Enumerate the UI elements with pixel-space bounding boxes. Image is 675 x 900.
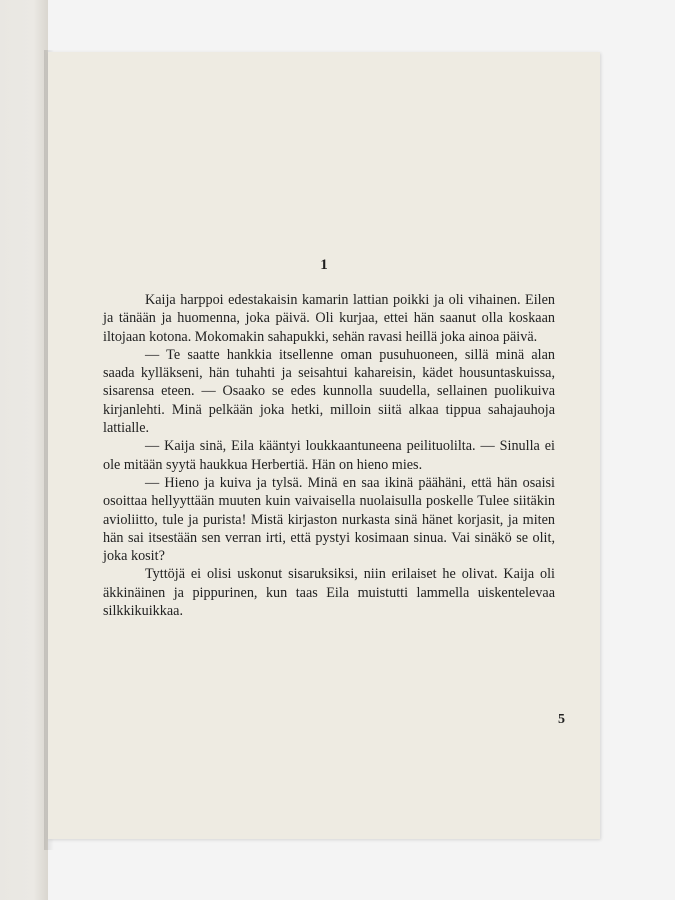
paragraph-2: — Te saatte hankkia itsellenne oman pusuhuoneen, sillä minä alan saada kylläkseni, hän tuhahti ja seisahtui kahareisin, kädet housuntaskuissa, sisarensa eteen. — Osaako se edes kunnolla suudella, sellainen puolikuiva kirjanlehti. Minä pelkään joka hetki, milloin siitä alkaa tippua sahajauhoja lattialle. bbox=[103, 346, 555, 437]
body-text bbox=[103, 291, 555, 620]
paragraph-4: — Hieno ja kuiva ja tylsä. Minä en saa ikinä päähäni, että hän osaisi osoittaa hellyyttään muuten kuin vaivaisella nuolaisulla poskelle Tulee siitäkin avioliitto, tule ja purista! Mistä kirjaston nurkasta sinä hänet korjasit, ja miten hän sai itsestään sen verran irti, että pystyi kosimaan sinua. Vai sinäkö se olit, joka kosit? bbox=[103, 474, 555, 565]
paragraph-3: — Kaija sinä, Eila kääntyi loukkaantuneena peilituolilta. — Sinulla ei ole mitään syytä haukkua Herbertiä. Hän on hieno mies. bbox=[103, 438, 555, 473]
page-number: 5 bbox=[558, 712, 565, 727]
chapter-number: 1 bbox=[320, 257, 328, 273]
facing-page-edge bbox=[0, 0, 48, 900]
paragraph-5: Tyttöjä ei olisi uskonut sisaruksiksi, niin erilaiset he olivat. Kaija oli äkkinäinen ja pippurinen, kun taas Eila muistutti lammella uiskentelevaa silkkikuikkaa. bbox=[103, 566, 555, 620]
paragraph-1: Kaija harppoi edestakaisin kamarin lattian poikki ja oli vihainen. Eilen ja tänään ja huomenna, joka päivä. Oli kurjaa, ettei hän saanut olla koskaan iltojaan kotona. Mokomakin sahapukki, sehän ravasi heillä joka ainoa päivä. bbox=[103, 292, 555, 345]
book-page bbox=[48, 52, 600, 839]
